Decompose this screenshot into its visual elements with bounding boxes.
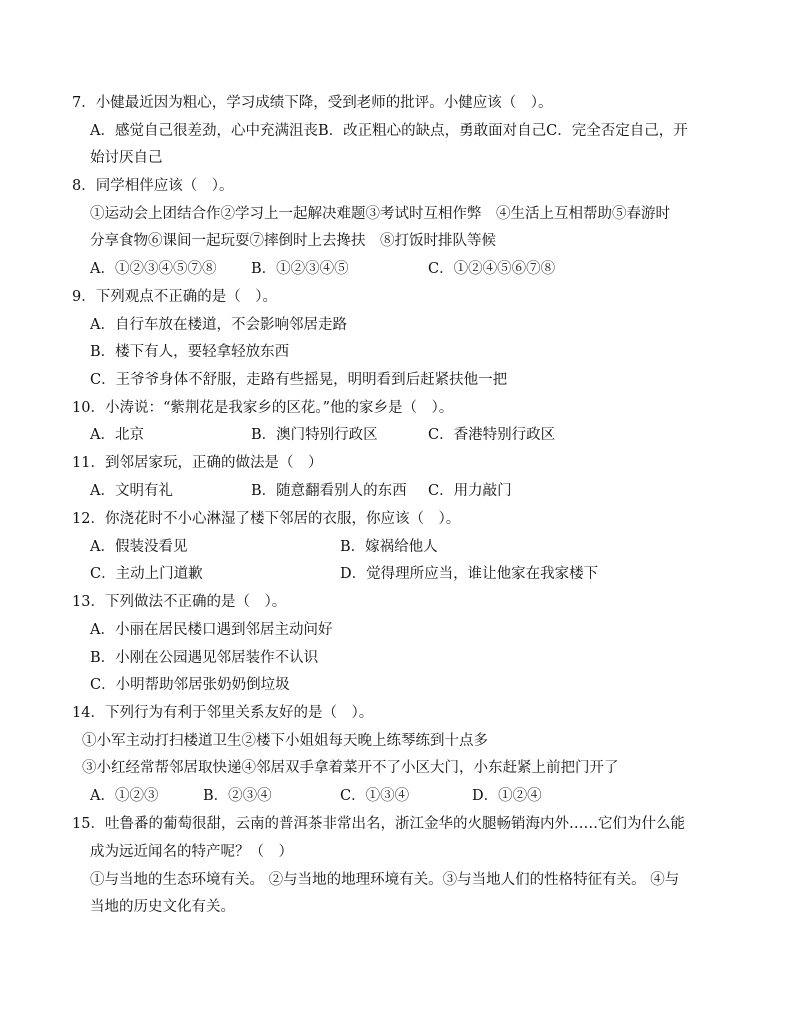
question-8-items-line-1: ①运动会上团结合作②学习上一起解决难题③考试时互相作弊 ④生活上互相帮助⑤春游时 xyxy=(90,206,670,222)
question-7-options-line-1: A．感觉自己很差劲，心中充满沮丧B．改正粗心的缺点，勇敢面对自己C．完全否定自己，开 xyxy=(90,123,688,139)
question-11-option-c: C．用力敲门 xyxy=(428,483,512,499)
question-11-stem: 11．到邻居家玩，正确的做法是（ ） xyxy=(72,455,323,471)
question-10-option-b: B．澳门特别行政区 xyxy=(251,427,378,443)
question-9-option-b: B．楼下有人，要轻拿轻放东西 xyxy=(90,344,290,360)
question-8-option-c: C．①②④⑤⑥⑦⑧ xyxy=(428,261,556,277)
question-14-items-line-2: ③小红经常帮邻居取快递④邻居双手拿着菜开不了小区大门，小东赶紧上前把门开了 xyxy=(82,760,619,776)
question-12-option-b: B．嫁祸给他人 xyxy=(340,539,438,555)
question-14-items-line-1: ①小军主动打扫楼道卫生②楼下小姐姐每天晚上练琴练到十点多 xyxy=(82,733,488,749)
question-14-option-a: A．①②③ xyxy=(90,788,159,804)
question-8-items-line-2: 分享食物⑥课间一起玩耍⑦摔倒时上去搀扶 ⑧打饭时排队等候 xyxy=(90,233,496,249)
question-13-option-b: B．小刚在公园遇见邻居装作不认识 xyxy=(90,650,319,666)
question-14-option-c: C．①③④ xyxy=(340,788,410,804)
question-12-stem: 12．你浇花时不小心淋湿了楼下邻居的衣服，你应该（ ）。 xyxy=(72,511,461,527)
question-9-option-a: A．自行车放在楼道，不会影响邻居走路 xyxy=(90,317,347,333)
question-13-stem: 13．下列做法不正确的是（ ）。 xyxy=(72,594,287,610)
question-10-option-a: A．北京 xyxy=(90,427,144,443)
question-9-option-c: C．王爷爷身体不舒服，走路有些摇晃，明明看到后赶紧扶他一把 xyxy=(90,372,508,388)
question-15-items-line-1: ①与当地的生态环境有关。 ②与当地的地理环境有关。③与当地人们的性格特征有关。 ④与 xyxy=(90,872,680,888)
question-12-option-d: D．觉得理所应当，谁让他家在我家楼下 xyxy=(340,566,599,582)
question-8-stem: 8．同学相伴应该（ ）。 xyxy=(72,178,234,194)
question-14-stem: 14．下列行为有利于邻里关系友好的是（ ）。 xyxy=(72,705,374,721)
question-15-stem-line-1: 15．吐鲁番的葡萄很甜，云南的普洱茶非常出名，浙江金华的火腿畅销海内外……它们为什么能 xyxy=(72,816,685,832)
question-7-options-line-2: 始讨厌自己 xyxy=(90,150,163,166)
question-8-option-b: B．①②③④⑤ xyxy=(251,261,349,277)
question-11-option-b: B．随意翻看别人的东西 xyxy=(251,483,407,499)
question-8-option-a: A．①②③④⑤⑦⑧ xyxy=(90,261,217,277)
question-14-option-b: B．②③④ xyxy=(203,788,272,804)
question-14-option-d: D．①②④ xyxy=(472,788,542,804)
question-13-option-c: C．小明帮助邻居张奶奶倒垃圾 xyxy=(90,677,290,693)
question-10-stem: 10．小涛说：“紫荆花是我家乡的区花。”他的家乡是（ ）。 xyxy=(72,400,454,416)
question-7-stem: 7．小健最近因为粗心，学习成绩下降，受到老师的批评。小健应该（ ）。 xyxy=(72,95,553,111)
question-13-option-a: A．小丽在居民楼口遇到邻居主动问好 xyxy=(90,622,333,638)
question-15-items-line-2: 当地的历史文化有关。 xyxy=(90,899,235,915)
question-10-option-c: C．香港特别行政区 xyxy=(428,427,556,443)
question-12-option-a: A．假装没看见 xyxy=(90,539,188,555)
question-11-option-a: A．文明有礼 xyxy=(90,483,173,499)
question-12-option-c: C．主动上门道歉 xyxy=(90,566,203,582)
question-9-stem: 9．下列观点不正确的是（ ）。 xyxy=(72,289,277,305)
question-15-stem-line-2: 成为远近闻名的特产呢？（ ） xyxy=(90,844,293,860)
